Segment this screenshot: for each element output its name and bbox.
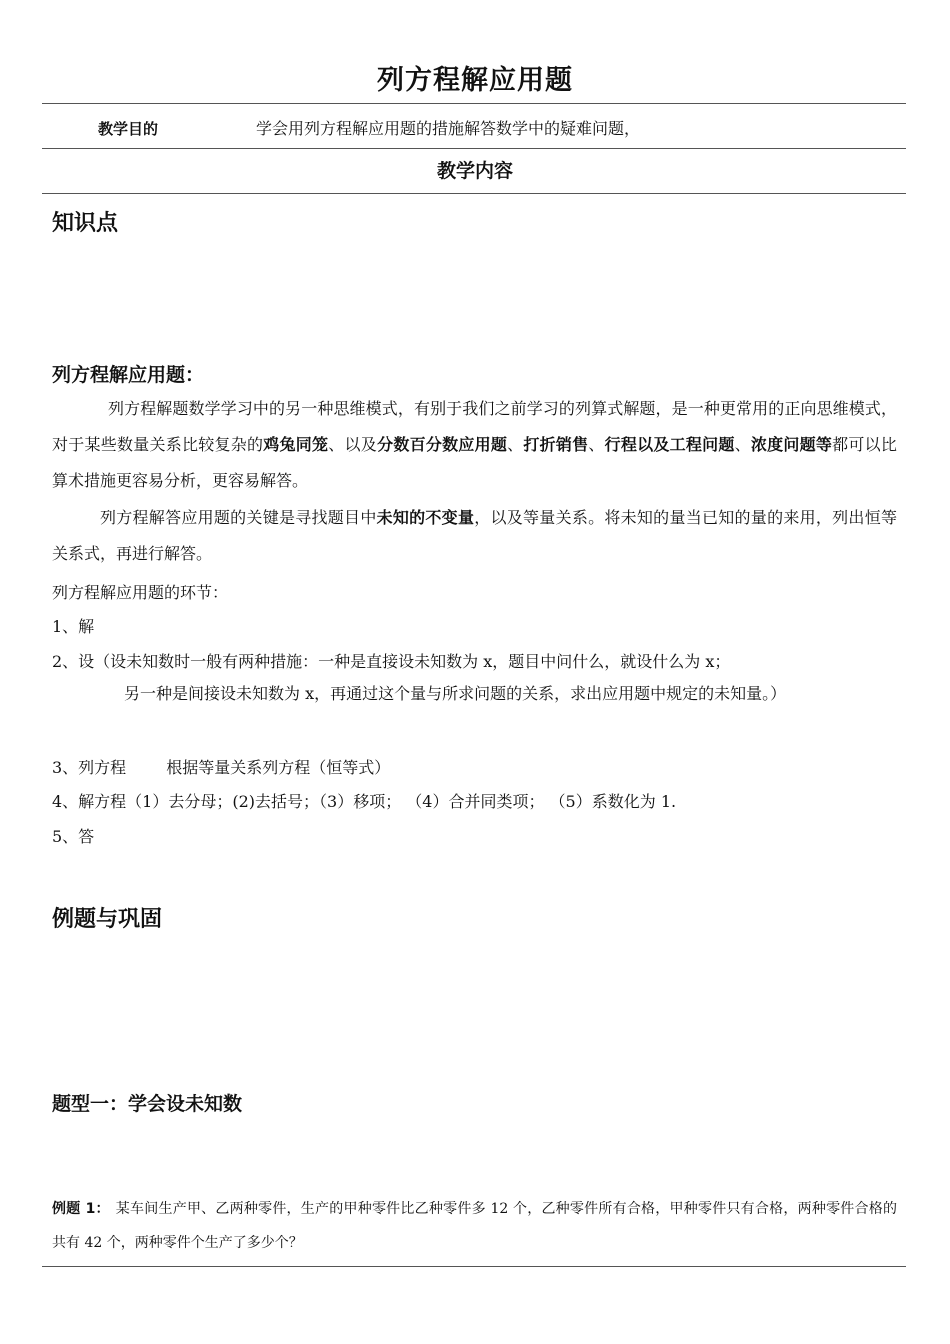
- step-5: 5、答: [52, 827, 95, 846]
- bold-term: 行程以及工程问题: [604, 435, 735, 454]
- example-1: [52, 1192, 897, 1260]
- divider: [42, 1266, 906, 1267]
- paragraph-intro: [52, 391, 897, 499]
- divider: [42, 148, 906, 149]
- bold-term: 鸡兔同笼: [263, 435, 329, 454]
- example-text: 某车间生产甲、乙两种零件，生产的甲种零件比乙种零件多 12 个，乙种零件所有合格，甲种零件只有合格，两种零件合格的共有 42 个，两种零件个生产了多少个？: [52, 1201, 897, 1251]
- step-2: 2、设（设未知数时一般有两种措施：一种是直接设未知数为 x，题目中问什么，就设什么为 x；: [52, 652, 731, 671]
- text: 、: [588, 435, 605, 454]
- step-3-desc: 根据等量关系列方程（恒等式）: [166, 758, 391, 777]
- step-1: 1、解: [52, 617, 95, 636]
- step-3-label: 3、列方程: [52, 758, 127, 777]
- content-title: 教学内容: [436, 160, 513, 182]
- type-heading-1: 题型一：学会设未知数: [52, 1093, 243, 1115]
- section-heading-knowledge: 知识点: [52, 211, 119, 236]
- text: 、以及: [328, 435, 378, 454]
- bold-term: 浓度问题等: [750, 435, 833, 454]
- step-3: [52, 755, 390, 778]
- bold-term: 打折销售: [523, 435, 589, 454]
- text: 、: [507, 435, 524, 454]
- text: 都可以比算术措施更容易分析，更容易解答。: [52, 435, 897, 490]
- paragraph-key: [52, 500, 897, 572]
- step-4: 4、解方程（1）去分母；(2)去括号；（3）移项； （4）合并同类项； （5）系数化为 1.: [52, 792, 677, 811]
- step-2-continued: 另一种是间接设未知数为 x，再通过这个量与所求问题的关系，求出应用题中规定的未知量。）: [124, 684, 787, 703]
- text: ，以及等量关系。将未知的量当已知的量的来用，列出恒等关系式，再进行解答。: [52, 508, 897, 563]
- text: 、: [734, 435, 751, 454]
- divider: [42, 193, 906, 194]
- steps-intro: 列方程解应用题的环节：: [52, 583, 229, 602]
- objective-label: 教学目的: [98, 120, 159, 138]
- text: 列方程解答应用题的关键是寻找题目中: [100, 508, 377, 527]
- bold-term: 分数百分数应用题: [377, 435, 508, 454]
- bold-term: 未知的不变量: [376, 508, 475, 527]
- subsection-heading-methods: 列方程解应用题：: [52, 364, 205, 386]
- page-title: 列方程解应用题: [377, 65, 573, 96]
- objective-text: 学会用列方程解应用题的措施解答数学中的疑难问题，: [256, 119, 641, 138]
- section-heading-examples: 例题与巩固: [52, 907, 163, 932]
- text: 列方程解题数学学习中的另一种思维模式，有别于我们之前学习的列算式解题，是一种更常用的正向思维模式，对于某些数量关系比较复杂的: [52, 399, 897, 454]
- example-label: 例题 1：: [52, 1201, 110, 1217]
- divider: [42, 103, 906, 104]
